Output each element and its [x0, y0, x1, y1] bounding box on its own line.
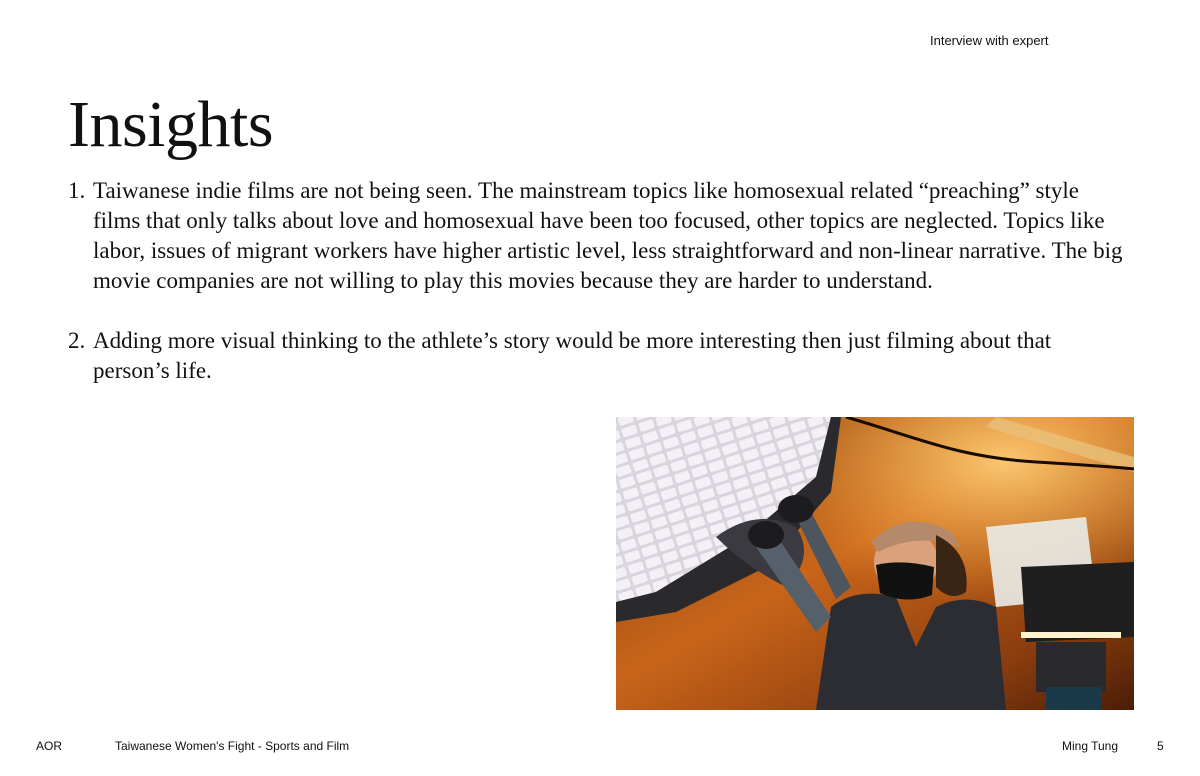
footer-project-title: Taiwanese Women's Fight - Sports and Film	[115, 739, 350, 753]
page-title: Insights	[68, 88, 274, 161]
insight-text: Adding more visual thinking to the athlete’s story would be more interesting then just filming about that person’s life.	[93, 328, 1052, 383]
footer-label: AOR	[36, 739, 63, 753]
insight-item-2	[68, 326, 1128, 386]
insights-list	[68, 176, 1128, 386]
film-crew-photo	[616, 417, 1134, 710]
footer-author: Ming Tung	[1062, 739, 1119, 753]
insight-text: Taiwanese indie films are not being seen. The mainstream topics like homosexual related “preaching” style films that only talks about love and homosexual have been too focused, other topics are neglected. Topics like labor, issues of migrant workers have higher artistic level, less straightforward and non-linear narrative. The big movie companies are not willing to play this movies because they are harder to understand.	[93, 178, 1123, 293]
insight-number: 1.	[68, 178, 86, 203]
insight-number: 2.	[68, 328, 86, 353]
film-crew-illustration	[616, 417, 1134, 710]
footer	[0, 739, 1200, 755]
page-number: 5	[1157, 739, 1164, 753]
section-label: Interview with expert	[930, 33, 1049, 48]
insight-item-1	[68, 176, 1128, 296]
